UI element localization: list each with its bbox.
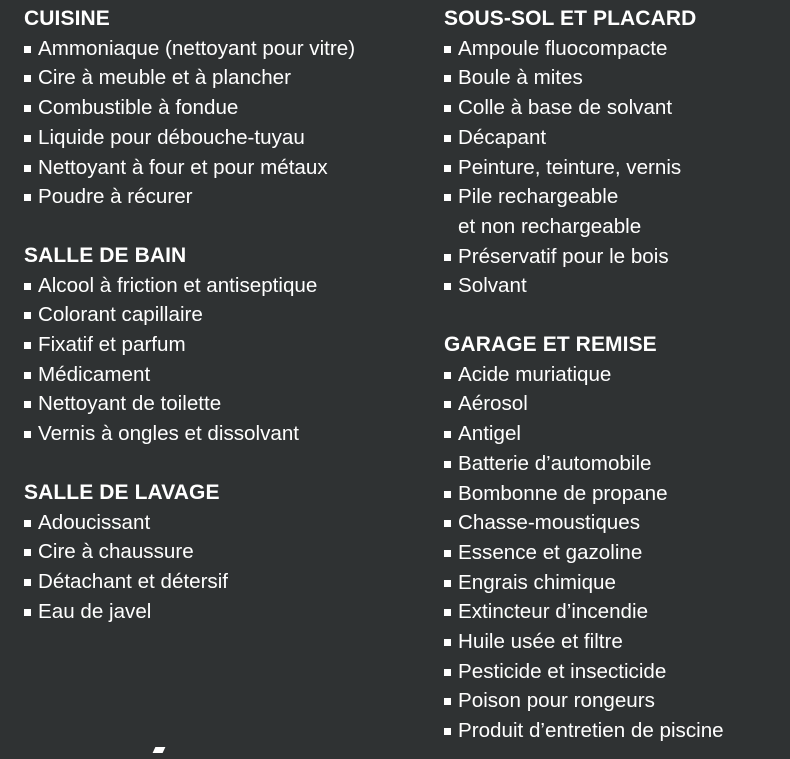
list-item-text: Antigel <box>458 422 521 446</box>
item-list <box>24 34 434 212</box>
square-bullet-icon <box>444 105 451 112</box>
list-item <box>24 567 434 597</box>
list-item <box>24 182 434 212</box>
list-item-text: Fixatif et parfum <box>38 333 186 357</box>
square-bullet-icon <box>24 342 31 349</box>
list-item-text: Solvant <box>458 274 527 298</box>
list-item-text: Pesticide et insecticide <box>458 659 667 683</box>
section-salle-de-lavage <box>24 478 434 627</box>
list-item-text: Boule à mites <box>458 66 583 90</box>
square-bullet-icon <box>24 75 31 82</box>
list-item <box>444 716 790 746</box>
list-item <box>444 182 790 241</box>
list-item-text: Nettoyant à four et pour métaux <box>38 155 328 179</box>
list-item-text: Bombonne de propane <box>458 481 668 505</box>
list-item-text: Batterie d’automobile <box>458 451 652 475</box>
list-item <box>444 153 790 183</box>
list-item <box>444 627 790 657</box>
square-bullet-icon <box>444 639 451 646</box>
list-item <box>444 686 790 716</box>
square-bullet-icon <box>444 669 451 676</box>
square-bullet-icon <box>24 165 31 172</box>
list-item-text: Cire à meuble et à plancher <box>38 66 291 90</box>
list-item-text: Produit d’entretien de piscine <box>458 719 724 743</box>
square-bullet-icon <box>24 135 31 142</box>
list-item-text: Nettoyant de toilette <box>38 392 222 416</box>
list-item <box>444 34 790 64</box>
section-salle-de-bain <box>24 241 434 449</box>
section-sous-sol-et-placard <box>444 4 790 301</box>
right-column <box>444 4 790 746</box>
list-item <box>444 479 790 509</box>
square-bullet-icon <box>444 698 451 705</box>
list-item-text: Décapant <box>458 125 547 149</box>
list-item-continuation: et non rechargeable <box>458 214 642 238</box>
list-item-text: Poison pour rongeurs <box>458 689 655 713</box>
list-item-text: Peinture, teinture, vernis <box>458 155 682 179</box>
list-item <box>444 360 790 390</box>
square-bullet-icon <box>444 254 451 261</box>
list-item <box>444 123 790 153</box>
list-item <box>24 597 434 627</box>
list-item-text: Acide muriatique <box>458 362 612 386</box>
list-item <box>24 537 434 567</box>
list-item <box>24 34 434 64</box>
list-item <box>24 330 434 360</box>
list-item-text: Engrais chimique <box>458 570 616 594</box>
section-title: CUISINE <box>24 7 110 30</box>
list-item <box>444 657 790 687</box>
square-bullet-icon <box>444 283 451 290</box>
square-bullet-icon <box>24 105 31 112</box>
list-item <box>444 449 790 479</box>
section-title: SALLE DE LAVAGE <box>24 480 220 504</box>
square-bullet-icon <box>24 372 31 379</box>
list-item-text: Chasse-moustiques <box>458 511 640 535</box>
list-item <box>24 123 434 153</box>
list-item-text: Colle à base de solvant <box>458 96 673 120</box>
item-list <box>444 360 790 746</box>
list-item-text: Liquide pour débouche-tuyau <box>38 125 305 149</box>
square-bullet-icon <box>24 549 31 556</box>
list-item <box>444 508 790 538</box>
list-item-text: Préservatif pour le bois <box>458 244 669 268</box>
list-item <box>444 271 790 301</box>
list-item <box>24 93 434 123</box>
square-bullet-icon <box>444 431 451 438</box>
list-item-text: Cire à chaussure <box>38 540 194 564</box>
section-title: SALLE DE BAIN <box>24 243 187 267</box>
item-list <box>24 271 434 449</box>
list-item <box>24 63 434 93</box>
list-item-text: Eau de javel <box>38 599 152 623</box>
list-item-text: Poudre à récurer <box>38 185 193 209</box>
list-item-text: Ampoule fluocompacte <box>458 36 668 60</box>
list-item-text: Colorant capillaire <box>38 303 203 327</box>
list-item-text: Médicament <box>38 362 151 386</box>
list-item <box>444 389 790 419</box>
list-item-text: Essence et gazoline <box>458 540 643 564</box>
list-item-text: Alcool à friction et antiseptique <box>38 273 318 297</box>
list-item-text: Extincteur d’incendie <box>458 600 649 624</box>
list-item-text: Adoucissant <box>38 510 151 534</box>
list-item <box>444 242 790 272</box>
list-item <box>444 93 790 123</box>
square-bullet-icon <box>24 46 31 53</box>
list-item-text: Huile usée et filtre <box>458 630 623 654</box>
square-bullet-icon <box>24 609 31 616</box>
list-item <box>444 568 790 598</box>
list-item-text: Aérosol <box>458 392 528 416</box>
section-garage-et-remise <box>444 330 790 746</box>
list-item-text: Détachant et détersif <box>38 569 229 593</box>
list-item-text: Pile rechargeable <box>458 185 619 209</box>
list-item <box>24 419 434 449</box>
square-bullet-icon <box>444 580 451 587</box>
list-item <box>24 360 434 390</box>
square-bullet-icon <box>24 283 31 290</box>
list-item <box>24 271 434 301</box>
list-item <box>444 419 790 449</box>
square-bullet-icon <box>24 431 31 438</box>
item-list <box>24 508 434 627</box>
square-bullet-icon <box>444 520 451 527</box>
square-bullet-icon <box>444 46 451 53</box>
item-list <box>444 34 790 301</box>
cut-off-heading-fragment <box>153 747 166 753</box>
list-item-text: Vernis à ongles et dissolvant <box>38 422 300 446</box>
list-item-text: Ammoniaque (nettoyant pour vitre) <box>38 36 356 60</box>
square-bullet-icon <box>24 312 31 319</box>
square-bullet-icon <box>24 520 31 527</box>
list-item <box>24 153 434 183</box>
square-bullet-icon <box>24 579 31 586</box>
square-bullet-icon <box>444 75 451 82</box>
list-item <box>24 508 434 538</box>
square-bullet-icon <box>444 194 451 201</box>
section-cuisine <box>24 4 434 212</box>
square-bullet-icon <box>444 728 451 735</box>
square-bullet-icon <box>444 550 451 557</box>
square-bullet-icon <box>444 609 451 616</box>
square-bullet-icon <box>444 372 451 379</box>
list-item <box>444 538 790 568</box>
section-title: GARAGE ET REMISE <box>444 333 657 357</box>
left-column <box>24 4 434 626</box>
square-bullet-icon <box>444 135 451 142</box>
list-item <box>24 300 434 330</box>
list-item-text: Combustible à fondue <box>38 96 239 120</box>
square-bullet-icon <box>444 491 451 498</box>
list-item <box>24 389 434 419</box>
square-bullet-icon <box>444 401 451 408</box>
square-bullet-icon <box>24 194 31 201</box>
square-bullet-icon <box>444 461 451 468</box>
square-bullet-icon <box>24 401 31 408</box>
section-title: SOUS-SOL ET PLACARD <box>444 7 697 30</box>
list-item <box>444 597 790 627</box>
list-item <box>444 63 790 93</box>
square-bullet-icon <box>444 165 451 172</box>
